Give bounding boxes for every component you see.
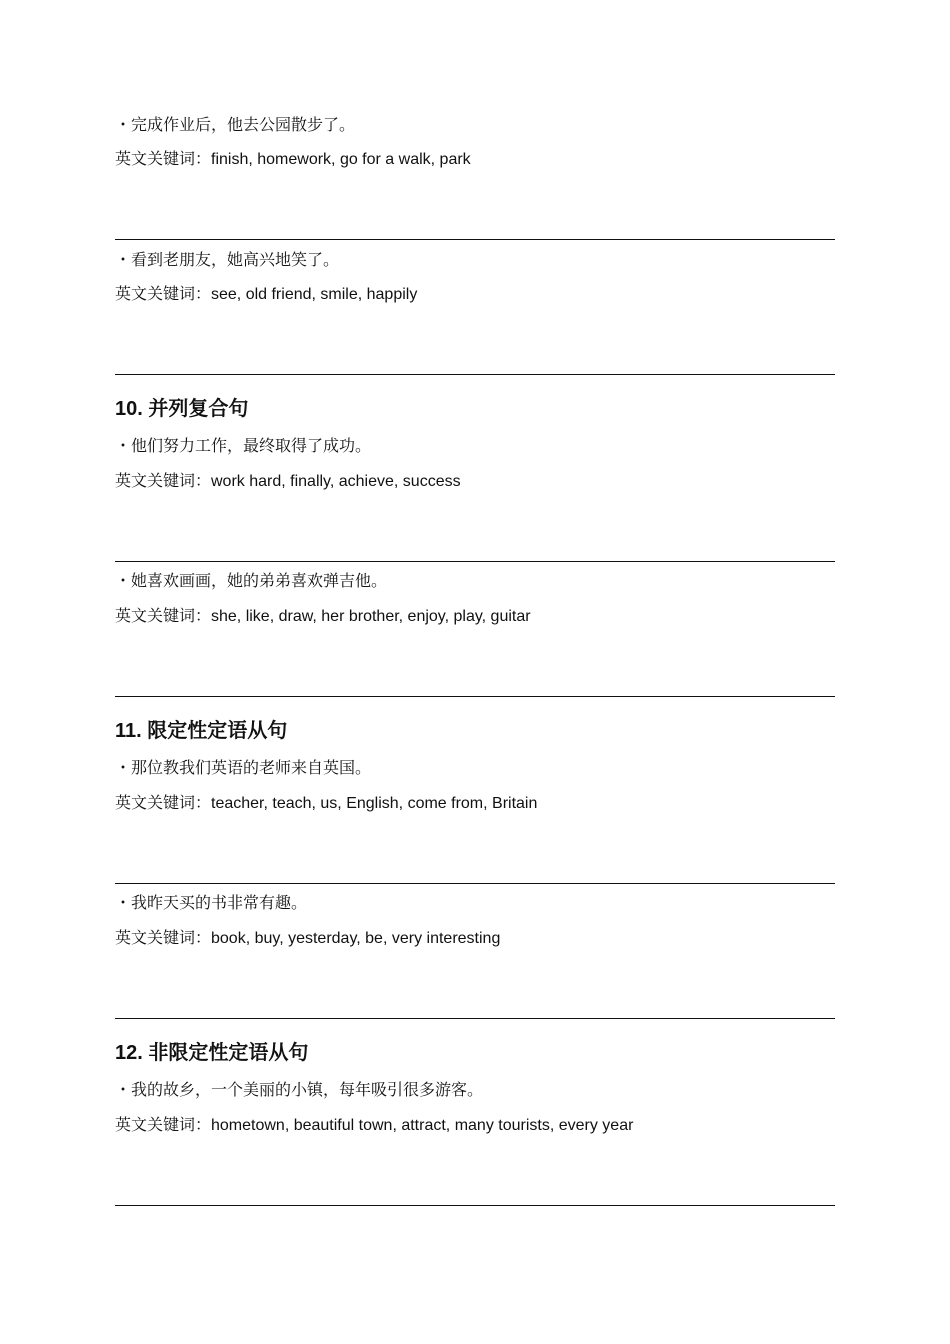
chinese-sentence: ・完成作业后，他去公园散步了。 bbox=[115, 117, 356, 134]
english-keywords: 英文关键词：she, like, draw, her brother, enjoy, play, guitar bbox=[115, 608, 531, 625]
chinese-sentence: ・他们努力工作，最终取得了成功。 bbox=[115, 438, 372, 455]
answer-line[interactable] bbox=[115, 239, 835, 240]
answer-line[interactable] bbox=[115, 374, 835, 375]
answer-line[interactable] bbox=[115, 1018, 835, 1019]
answer-line[interactable] bbox=[115, 561, 835, 562]
section-heading: 11. 限定性定语从句 bbox=[115, 720, 288, 742]
english-keywords: 英文关键词：teacher, teach, us, English, come from, Britain bbox=[115, 795, 538, 812]
chinese-sentence: ・我昨天买的书非常有趣。 bbox=[115, 895, 308, 912]
english-keywords: 英文关键词：see, old friend, smile, happily bbox=[115, 286, 418, 303]
answer-line[interactable] bbox=[115, 696, 835, 697]
english-keywords: 英文关键词：finish, homework, go for a walk, park bbox=[115, 151, 471, 168]
english-keywords: 英文关键词：hometown, beautiful town, attract, many tourists, every year bbox=[115, 1117, 634, 1134]
english-keywords: 英文关键词：book, buy, yesterday, be, very interesting bbox=[115, 930, 501, 947]
chinese-sentence: ・我的故乡，一个美丽的小镇，每年吸引很多游客。 bbox=[115, 1082, 484, 1099]
chinese-sentence: ・看到老朋友，她高兴地笑了。 bbox=[115, 252, 340, 269]
answer-line[interactable] bbox=[115, 1205, 835, 1206]
section-heading: 12. 非限定性定语从句 bbox=[115, 1042, 309, 1064]
english-keywords: 英文关键词：work hard, finally, achieve, success bbox=[115, 473, 461, 490]
chinese-sentence: ・那位教我们英语的老师来自英国。 bbox=[115, 760, 372, 777]
answer-line[interactable] bbox=[115, 883, 835, 884]
chinese-sentence: ・她喜欢画画，她的弟弟喜欢弹吉他。 bbox=[115, 573, 388, 590]
section-heading: 10. 并列复合句 bbox=[115, 398, 249, 420]
